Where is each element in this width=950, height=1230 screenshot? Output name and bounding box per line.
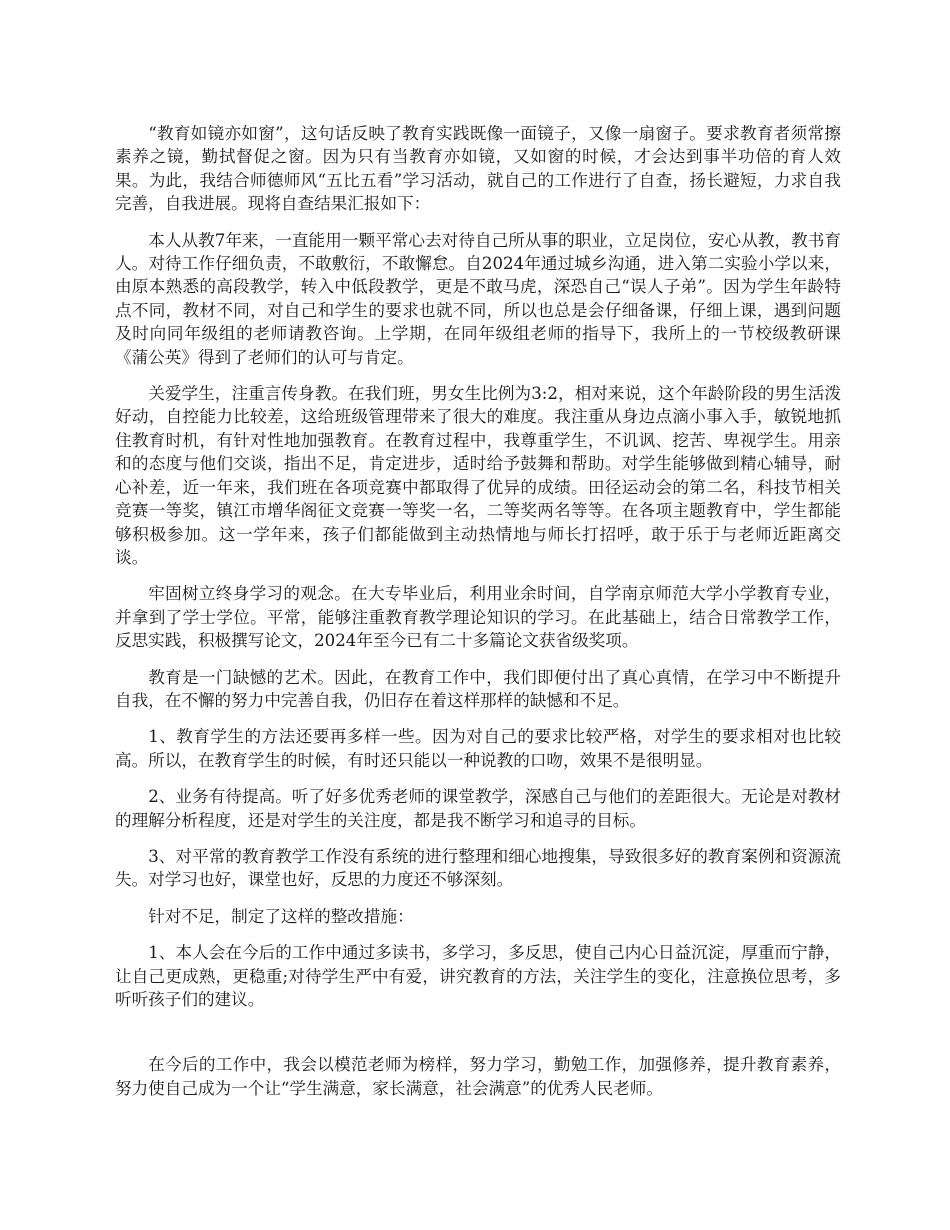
paragraph-shortcoming-3: 3、对平常的教育教学工作没有系统的进行整理和细心地搜集，导致很多好的教育案例和资源流失。对学习也好，课堂也好，反思的力度还不够深刻。 bbox=[115, 846, 841, 890]
paragraph-measure-1: 1、本人会在今后的工作中通过多读书，多学习，多反思，使自己内心日益沉淀，厚重而宁静，让自己更成熟，更稳重;对待学生严中有爱，讲究教育的方法，关注学生的变化，注意换位思考，多听听孩子们的建议。 bbox=[115, 943, 841, 1009]
paragraph-measures-intro: 针对不足，制定了这样的整改措施： bbox=[148, 906, 414, 926]
paragraph-conclusion: 在今后的工作中，我会以模范老师为榜样，努力学习，勤勉工作，加强修养，提升教育素养，努力使自己成为一个让“学生满意，家长满意，社会满意”的优秀人民老师。 bbox=[115, 1055, 841, 1098]
document-body bbox=[115, 122, 841, 1113]
paragraph-teaching-career: 本人从教7年来，一直能用一颗平常心去对待自己所从事的职业，立足岗位，安心从教，教书育人。对待工作仔细负责，不敢敷衍，不敢懈怠。自2024年通过城乡沟通，进入第二实验小学以来，由原本熟悉的高段教学，转入中低段教学，更是不敢马虎，深恐自己“误人子弟”。因为学生年龄特点不同，教材不同，对自己和学生的要求也就不同，所以也总是会仔细备课，仔细上课，遇到问题及时向同年级组的老师请教咨询。上学期，在同年级组老师的指导下，我所上的一节校级教研课《蒲公英》得到了老师们的认可与肯定。 bbox=[115, 230, 841, 367]
paragraph-shortcomings-intro: 教育是一门缺憾的艺术。因此，在教育工作中，我们即便付出了真心真情，在学习中不断提升自我，在不懈的努力中完善自我，仍旧存在着这样那样的缺憾和不足。 bbox=[115, 667, 841, 710]
paragraph-shortcoming-2: 2、业务有待提高。听了好多优秀老师的课堂教学，深感自己与他们的差距很大。无论是对教材的理解分析程度，还是对学生的关注度，都是我不断学习和追寻的目标。 bbox=[115, 787, 841, 830]
paragraph-intro: “教育如镜亦如窗”，这句话反映了教育实践既像一面镜子，又像一扇窗子。要求教育者须常擦素养之镜，勤拭督促之窗。因为只有当教育亦如镜，又如窗的时候，才会达到事半功倍的育人效果。为此，我结合师德师风“五比五看”学习活动，就自己的工作进行了自查，扬长避短，力求自我完善，自我进展。现将自查结果汇报如下： bbox=[115, 124, 841, 214]
paragraph-lifelong-learning: 牢固树立终身学习的观念。在大专毕业后，利用业余时间，自学南京师范大学小学教育专业，并拿到了学士学位。平常，能够注重教育教学理论知识的学习。在此基础上，结合日常教学工作，反思实践，积极撰写论文，2024年至今已有二十多篇论文获省级奖项。 bbox=[115, 584, 841, 651]
paragraph-shortcoming-1: 1、教育学生的方法还要再多样一些。因为对自己的要求比较严格，对学生的要求相对也比较高。所以，在教育学生的时候，有时还只能以一种说教的口吻，效果不是很明显。 bbox=[115, 727, 841, 770]
paragraph-caring-students: 关爱学生，注重言传身教。在我们班，男女生比例为3:2，相对来说，这个年龄阶段的男生活泼好动，自控能力比较差，这给班级管理带来了很大的难度。我注重从身边点滴小事入手，敏锐地抓住教育时机，有针对性地加强教育。在教育过程中，我尊重学生，不讥讽、挖苦、卑视学生。用亲和的态度与他们交谈，指出不足，肯定进步，适时给予鼓舞和帮助。对学生能够做到精心辅导，耐心补差，近一年来，我们班在各项竞赛中都取得了优异的成绩。田径运动会的第二名，科技节相关竞赛一等奖，镇江市增华阁征文竞赛一等奖一名，二等奖两名等等。在各项主题教育中，学生都能够积极参加。这一学年来，孩子们都能做到主动热情地与师长打招呼，敢于乐于与老师近距离交谈。 bbox=[115, 384, 841, 567]
